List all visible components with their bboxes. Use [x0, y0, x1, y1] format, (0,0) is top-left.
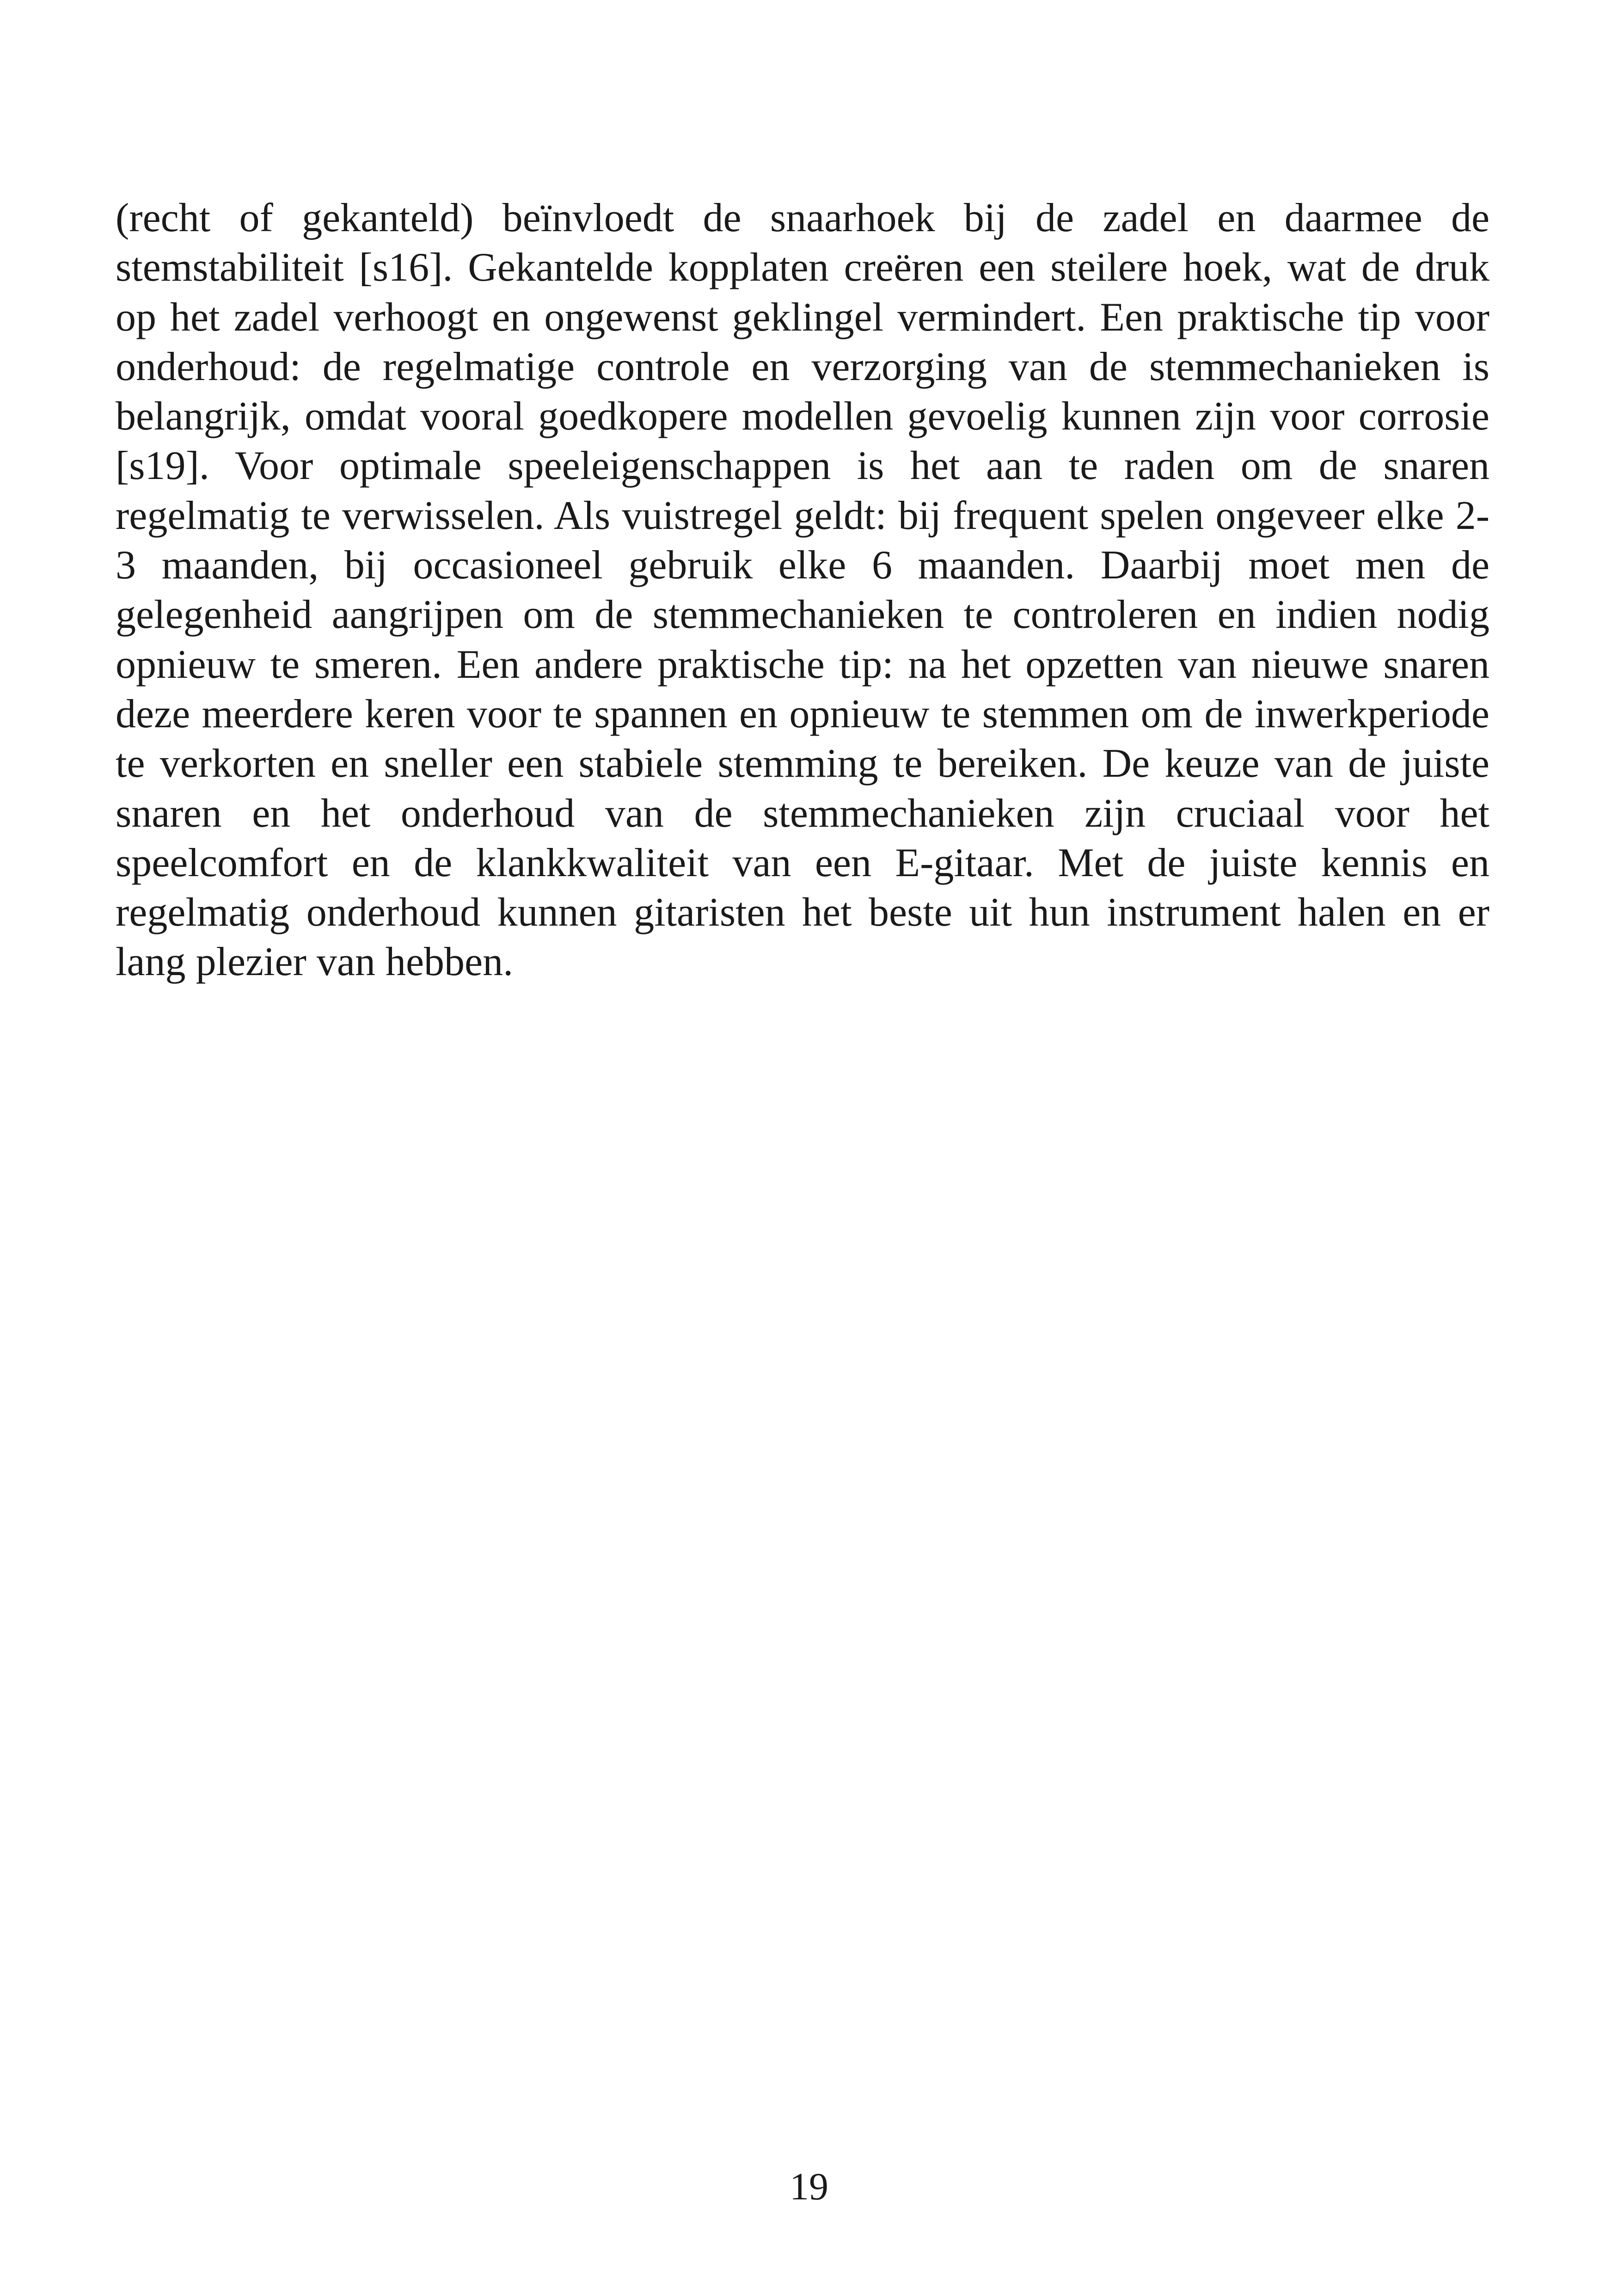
body-paragraph: (recht of gekanteld) beïnvloedt de snaarhoek bij de zadel en daarmee de stemstabiliteit [s16]. Gekantelde kopplaten creëren een steilere hoek, wat de druk op het zadel verhoogt en ongewenst geklingel vermindert. Een praktische tip voor onderhoud: de regelmatige controle en verzorging van de stemmechanieken is belangrijk, omdat vooral goedkopere modellen gevoelig kunnen zijn voor corrosie [s19]. Voor optimale speeleigenschappen is het aan te raden om de snaren regelmatig te verwisselen. Als vuistregel geldt: bij frequent spelen ongeveer elke 2-3 maanden, bij occasioneel gebruik elke 6 maanden. Daarbij moet men de gelegenheid aangrijpen om de stemmechanieken te controleren en indien nodig opnieuw te smeren. Een andere praktische tip: na het opzetten van nieuwe snaren deze meerdere keren voor te spannen en opnieuw te stemmen om de inwerkperiode te verkorten en sneller een stabiele stemming te bereiken. De keuze van de juiste snaren en het onderhoud van de stemmechanieken zijn cruciaal voor het speelcomfort en de klankkwaliteit van een E-gitaar. Met de juiste kennis en regelmatig onderhoud kunnen gitaristen het beste uit hun instrument halen en er lang plezier van hebben. — [116, 196, 1489, 985]
page-number: 19 — [790, 2165, 828, 2208]
